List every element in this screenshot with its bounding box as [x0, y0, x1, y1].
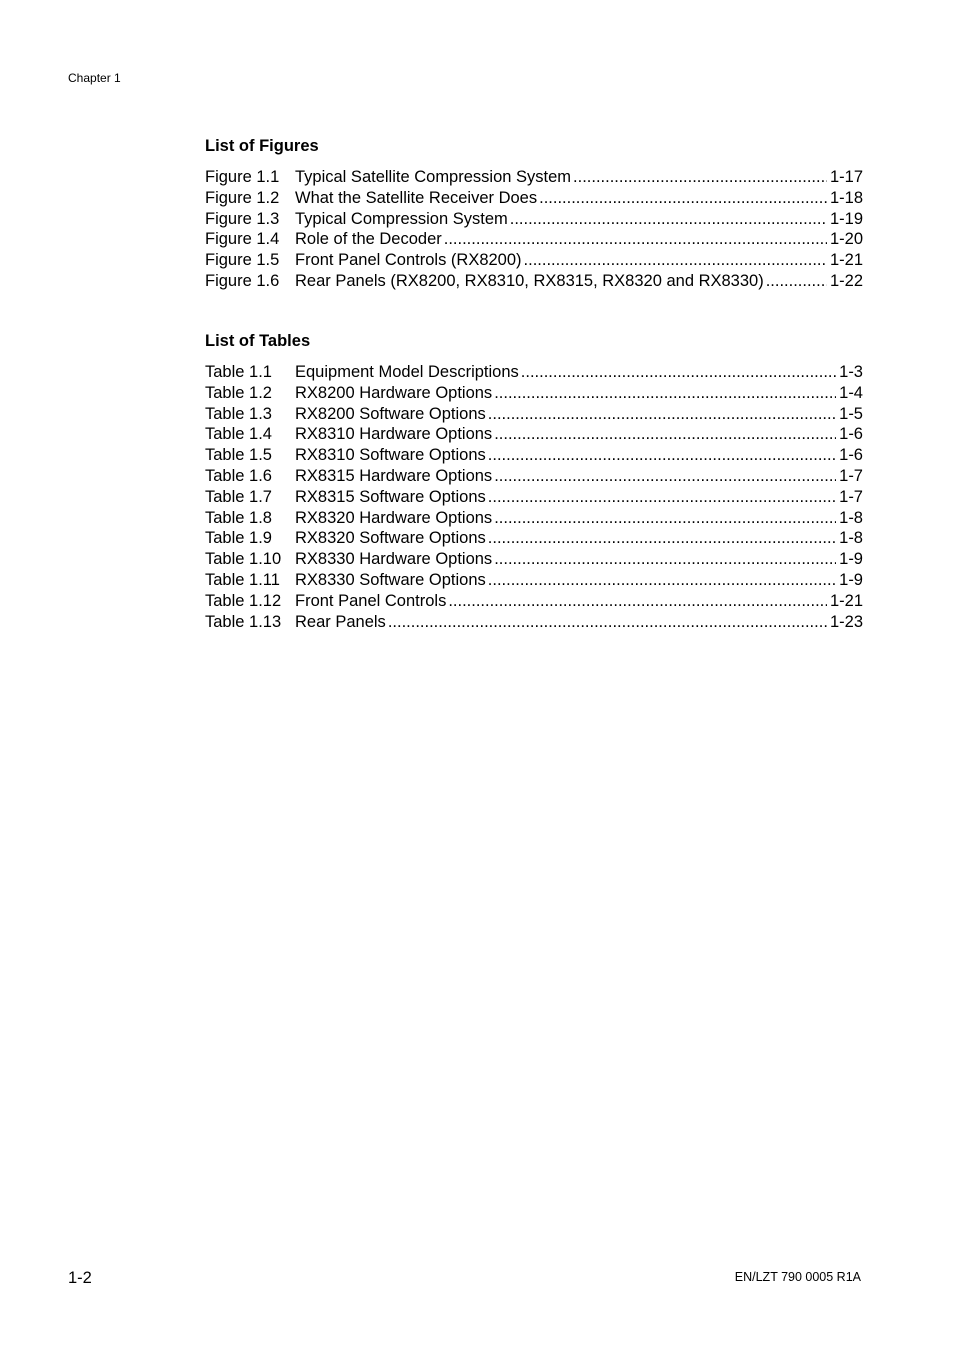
table-entry-label: Table 1.11	[205, 570, 280, 589]
dot-leader	[521, 362, 836, 383]
figure-entry-label: Figure 1.1	[205, 168, 280, 186]
dot-leader	[488, 445, 836, 466]
dot-leader	[494, 383, 836, 404]
table-entry-page: 1-6	[839, 425, 863, 444]
table-entry[interactable]	[205, 570, 863, 591]
table-entry[interactable]	[205, 487, 863, 508]
figure-entry-title: Typical Satellite Compression System	[295, 168, 572, 186]
figure-entry-title: What the Satellite Receiver Does	[295, 188, 538, 207]
figure-entry-page: 1-18	[829, 188, 863, 207]
table-entry-title: RX8330 Software Options	[295, 570, 486, 589]
figure-entry[interactable]	[205, 167, 863, 188]
table-entry-label: Table 1.7	[205, 487, 272, 506]
tables-list	[205, 362, 863, 632]
footer-document-id: EN/LZT 790 0005 R1A	[734, 1270, 861, 1284]
table-entry-title: RX8200 Hardware Options	[295, 383, 493, 402]
dot-leader	[488, 528, 836, 549]
table-entry[interactable]	[205, 362, 863, 383]
list-of-tables	[205, 331, 863, 632]
dot-leader	[494, 466, 836, 487]
figure-entry-label: Figure 1.2	[205, 188, 280, 207]
table-entry-title: RX8320 Software Options	[295, 529, 486, 548]
table-entry-page: 1-7	[839, 487, 863, 506]
dot-leader	[573, 167, 827, 188]
table-entry-page: 1-9	[839, 570, 863, 589]
table-entry-label: Table 1.9	[205, 529, 272, 548]
table-entry-page: 1-6	[839, 446, 863, 465]
table-entry-label: Table 1.4	[205, 425, 272, 444]
figure-entry-title: Front Panel Controls (RX8200)	[295, 251, 522, 270]
table-entry[interactable]	[205, 404, 863, 425]
table-entry[interactable]	[205, 528, 863, 549]
table-entry[interactable]	[205, 508, 863, 529]
dot-leader	[388, 612, 827, 633]
figure-entry[interactable]	[205, 250, 863, 271]
figure-entry-title: Typical Compression System	[295, 209, 508, 228]
dot-leader	[524, 250, 827, 271]
dot-leader	[488, 570, 836, 591]
figure-entry-page: 1-17	[829, 168, 863, 186]
table-entry[interactable]	[205, 383, 863, 404]
table-entry-title: RX8330 Hardware Options	[295, 550, 493, 569]
figure-entry-label: Figure 1.6	[205, 271, 280, 290]
figures-list	[205, 167, 863, 292]
figure-entry-page: 1-20	[829, 230, 863, 249]
dot-leader	[488, 487, 836, 508]
table-entry-page: 1-3	[839, 363, 863, 381]
dot-leader	[494, 508, 836, 529]
dot-leader	[539, 188, 827, 209]
table-entry-title: RX8315 Software Options	[295, 487, 486, 506]
dot-leader	[444, 229, 827, 250]
figure-entry-label: Figure 1.3	[205, 209, 280, 228]
footer-page-number: 1-2	[68, 1269, 92, 1287]
table-entry-label: Table 1.8	[205, 508, 272, 527]
table-entry-page: 1-4	[839, 383, 863, 402]
figure-entry-title: Role of the Decoder	[295, 230, 442, 249]
table-entry-label: Table 1.3	[205, 404, 272, 423]
figure-entry-title: Rear Panels (RX8200, RX8310, RX8315, RX8320 and RX8330)	[295, 271, 764, 290]
table-entry[interactable]	[205, 612, 863, 633]
table-entry[interactable]	[205, 424, 863, 445]
table-entry-page: 1-9	[839, 550, 863, 569]
table-entry-title: RX8310 Software Options	[295, 446, 486, 465]
list-of-figures	[205, 136, 863, 292]
figure-entry-page: 1-21	[829, 251, 863, 270]
table-entry-title: Equipment Model Descriptions	[295, 363, 519, 381]
table-entry-title: Rear Panels	[295, 612, 386, 631]
table-entry-title: RX8320 Hardware Options	[295, 508, 493, 527]
running-header-chapter: Chapter 1	[68, 71, 121, 85]
figure-entry[interactable]	[205, 271, 863, 292]
table-entry-page: 1-7	[839, 466, 863, 485]
table-entry-label: Table 1.2	[205, 383, 272, 402]
table-entry-page: 1-21	[829, 591, 863, 610]
dot-leader	[766, 271, 827, 292]
table-entry-page: 1-8	[839, 529, 863, 548]
figure-entry-page: 1-19	[829, 209, 863, 228]
figure-entry[interactable]	[205, 229, 863, 250]
table-entry-title: Front Panel Controls	[295, 591, 447, 610]
table-entry-label: Table 1.10	[205, 550, 282, 569]
figure-entry-label: Figure 1.5	[205, 251, 280, 270]
table-entry-label: Table 1.13	[205, 612, 282, 631]
table-entry-label: Table 1.1	[205, 363, 272, 381]
table-entry[interactable]	[205, 445, 863, 466]
figure-entry-page: 1-22	[829, 271, 863, 290]
list-of-figures-title: List of Figures	[205, 137, 319, 155]
figure-entry-label: Figure 1.4	[205, 230, 280, 249]
table-entry[interactable]	[205, 466, 863, 487]
dot-leader	[494, 549, 836, 570]
table-entry-page: 1-5	[839, 404, 863, 423]
table-entry-page: 1-8	[839, 508, 863, 527]
dot-leader	[448, 591, 827, 612]
dot-leader	[510, 209, 827, 230]
table-entry-title: RX8315 Hardware Options	[295, 466, 493, 485]
table-entry-label: Table 1.6	[205, 466, 272, 485]
table-entry[interactable]	[205, 549, 863, 570]
dot-leader	[488, 404, 836, 425]
figure-entry[interactable]	[205, 188, 863, 209]
list-of-tables-title: List of Tables	[205, 332, 311, 350]
table-entry-page: 1-23	[829, 612, 863, 631]
dot-leader	[494, 424, 836, 445]
table-entry-title: RX8310 Hardware Options	[295, 425, 493, 444]
figure-entry[interactable]	[205, 209, 863, 230]
table-entry-label: Table 1.12	[205, 591, 282, 610]
table-entry[interactable]	[205, 591, 863, 612]
table-entry-title: RX8200 Software Options	[295, 404, 486, 423]
table-entry-label: Table 1.5	[205, 446, 272, 465]
